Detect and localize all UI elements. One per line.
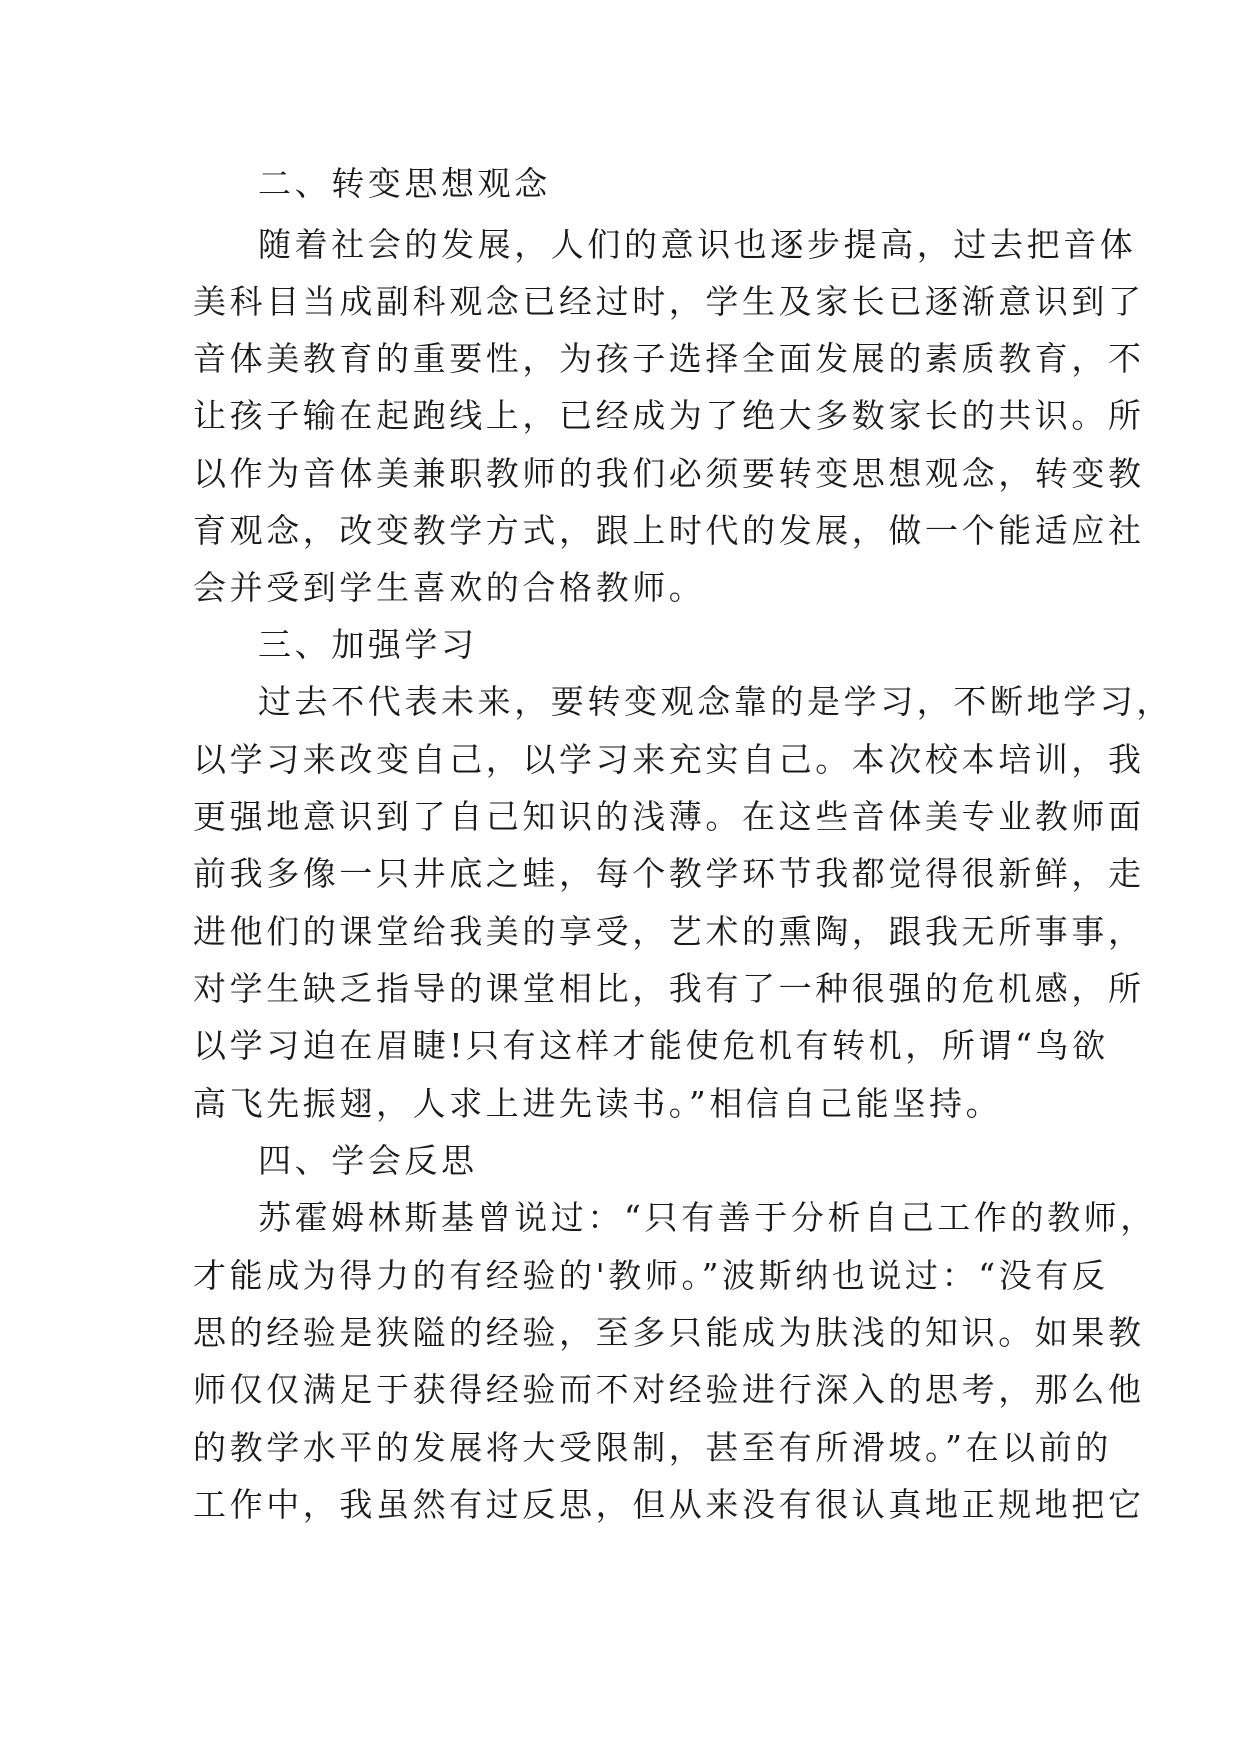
paragraph-line: 思的经验是狭隘的经验，至多只能成为肤浅的知识。如果教 <box>193 1313 1145 1352</box>
paragraph-line: 才能成为得力的有经验的'教师。”波斯纳也说过：“没有反 <box>193 1256 1109 1295</box>
paragraph-line: 以学习迫在眉睫!只有这样才能使危机有转机，所谓“鸟欲 <box>193 1026 1109 1065</box>
paragraph-line: 以作为音体美兼职教师的我们必须要转变思想观念，转变教 <box>193 454 1145 493</box>
paragraph-line: 育观念，改变教学方式，跟上时代的发展，做一个能适应社 <box>193 511 1145 550</box>
heading-3: 三、加强学习 <box>258 625 478 664</box>
paragraph-line: 美科目当成副科观念已经过时，学生及家长已逐渐意识到了 <box>193 282 1145 321</box>
paragraph-line: 高飞先振翅，人求上进先读书。”相信自己能坚持。 <box>193 1084 1003 1123</box>
paragraph-line: 会并受到学生喜欢的合格教师。 <box>193 568 706 607</box>
paragraph-line: 让孩子输在起跑线上，已经成为了绝大多数家长的共识。所 <box>193 396 1145 435</box>
paragraph-line: 对学生缺乏指导的课堂相比，我有了一种很强的危机感，所 <box>193 969 1145 1008</box>
paragraph-line: 师仅仅满足于获得经验而不对经验进行深入的思考，那么他 <box>193 1370 1145 1409</box>
heading-4: 四、学会反思 <box>258 1141 478 1180</box>
heading-2: 二、转变思想观念 <box>258 164 551 203</box>
paragraph-line: 随着社会的发展，人们的意识也逐步提高，过去把音体 <box>258 225 1137 264</box>
paragraph-line: 进他们的课堂给我美的享受，艺术的熏陶，跟我无所事事， <box>193 912 1145 951</box>
paragraph-line: 前我多像一只井底之蛙，每个教学环节我都觉得很新鲜，走 <box>193 854 1145 893</box>
paragraph-line: 音体美教育的重要性，为孩子选择全面发展的素质教育，不 <box>193 339 1145 378</box>
paragraph-line: 更强地意识到了自己知识的浅薄。在这些音体美专业教师面 <box>193 797 1145 836</box>
paragraph-line: 苏霍姆林斯基曾说过：“只有善于分析自己工作的教师， <box>258 1198 1157 1237</box>
paragraph-line: 以学习来改变自己，以学习来充实自己。本次校本培训，我 <box>193 740 1145 779</box>
paragraph-line: 过去不代表未来，要转变观念靠的是学习，不断地学习， <box>258 682 1173 721</box>
paragraph-line: 工作中，我虽然有过反思，但从来没有很认真地正规地把它 <box>193 1485 1145 1524</box>
paragraph-line: 的教学水平的发展将大受限制，甚至有所滑坡。”在以前的 <box>193 1428 1112 1467</box>
